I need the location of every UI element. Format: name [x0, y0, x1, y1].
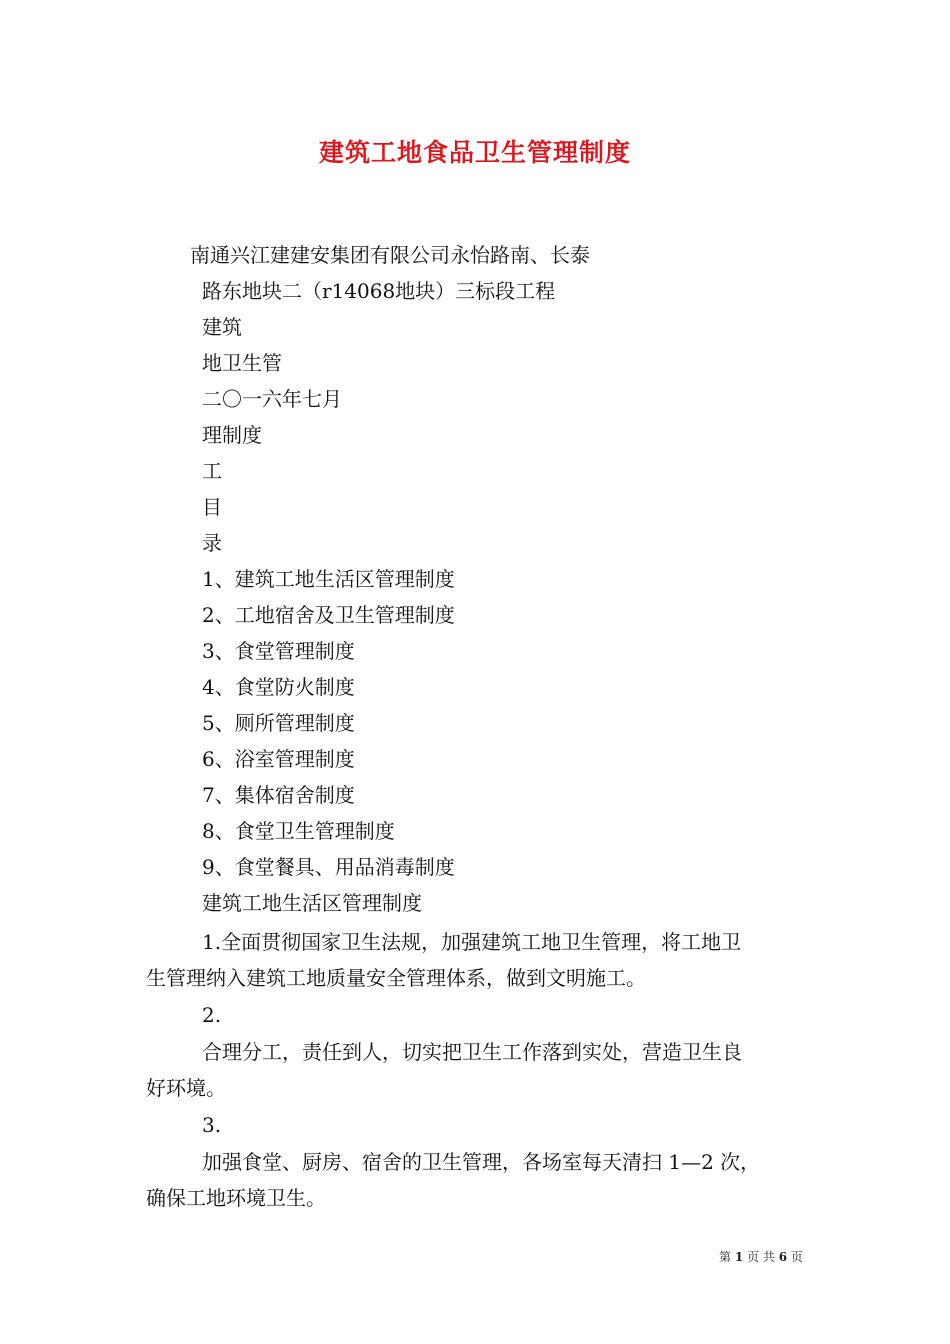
document-title: 建筑工地食品卫生管理制度 [318, 138, 631, 167]
toc-item: 8、食堂卫生管理制度 [202, 819, 395, 843]
cover-line: 理制度 [202, 423, 262, 447]
toc-item: 5、厕所管理制度 [202, 711, 355, 735]
toc-item: 6、浴室管理制度 [202, 747, 355, 771]
toc-item: 7、集体宿舍制度 [202, 783, 355, 807]
paragraph-continuation: 确保工地环境卫生。 [146, 1186, 326, 1210]
cover-line: 南通兴江建建安集团有限公司永怡路南、长泰 [190, 243, 590, 267]
footer-page-number: 1 [734, 1250, 744, 1264]
paragraph-continuation: 好环境。 [146, 1076, 226, 1100]
paragraph-first-line: 3. [202, 1113, 222, 1137]
paragraph-first-line: 加强食堂、厨房、宿舍的卫生管理，各场室每天清扫 1—2 次， [202, 1150, 761, 1174]
footer-suffix: 页 [790, 1250, 803, 1264]
footer-total-pages: 6 [778, 1250, 788, 1264]
toc-heading-part: 目 [202, 495, 222, 519]
cover-line: 路东地块二（r14068地块）三标段工程 [202, 279, 556, 303]
toc-item: 1、建筑工地生活区管理制度 [202, 567, 455, 591]
paragraph-first-line: 2. [202, 1003, 222, 1027]
paragraph-first-line: 1.全面贯彻国家卫生法规，加强建筑工地卫生管理，将工地卫 [202, 930, 742, 954]
footer-middle: 页 共 [747, 1250, 775, 1264]
footer-prefix: 第 [719, 1250, 732, 1264]
cover-line: 工 [202, 459, 222, 483]
toc-item: 2、工地宿舍及卫生管理制度 [202, 603, 455, 627]
cover-date: 二〇一六年七月 [202, 387, 342, 411]
paragraph-continuation: 生管理纳入建筑工地质量安全管理体系，做到文明施工。 [146, 966, 646, 990]
toc-heading-part: 录 [202, 531, 222, 555]
cover-line: 地卫生管 [202, 351, 282, 375]
toc-item: 3、食堂管理制度 [202, 639, 355, 663]
section-title: 建筑工地生活区管理制度 [202, 891, 422, 915]
toc-item: 4、食堂防火制度 [202, 675, 355, 699]
toc-item: 9、食堂餐具、用品消毒制度 [202, 855, 455, 879]
page-footer [719, 1248, 803, 1265]
cover-line: 建筑 [202, 315, 242, 339]
paragraph-first-line: 合理分工，责任到人，切实把卫生工作落到实处，营造卫生良 [202, 1040, 742, 1064]
